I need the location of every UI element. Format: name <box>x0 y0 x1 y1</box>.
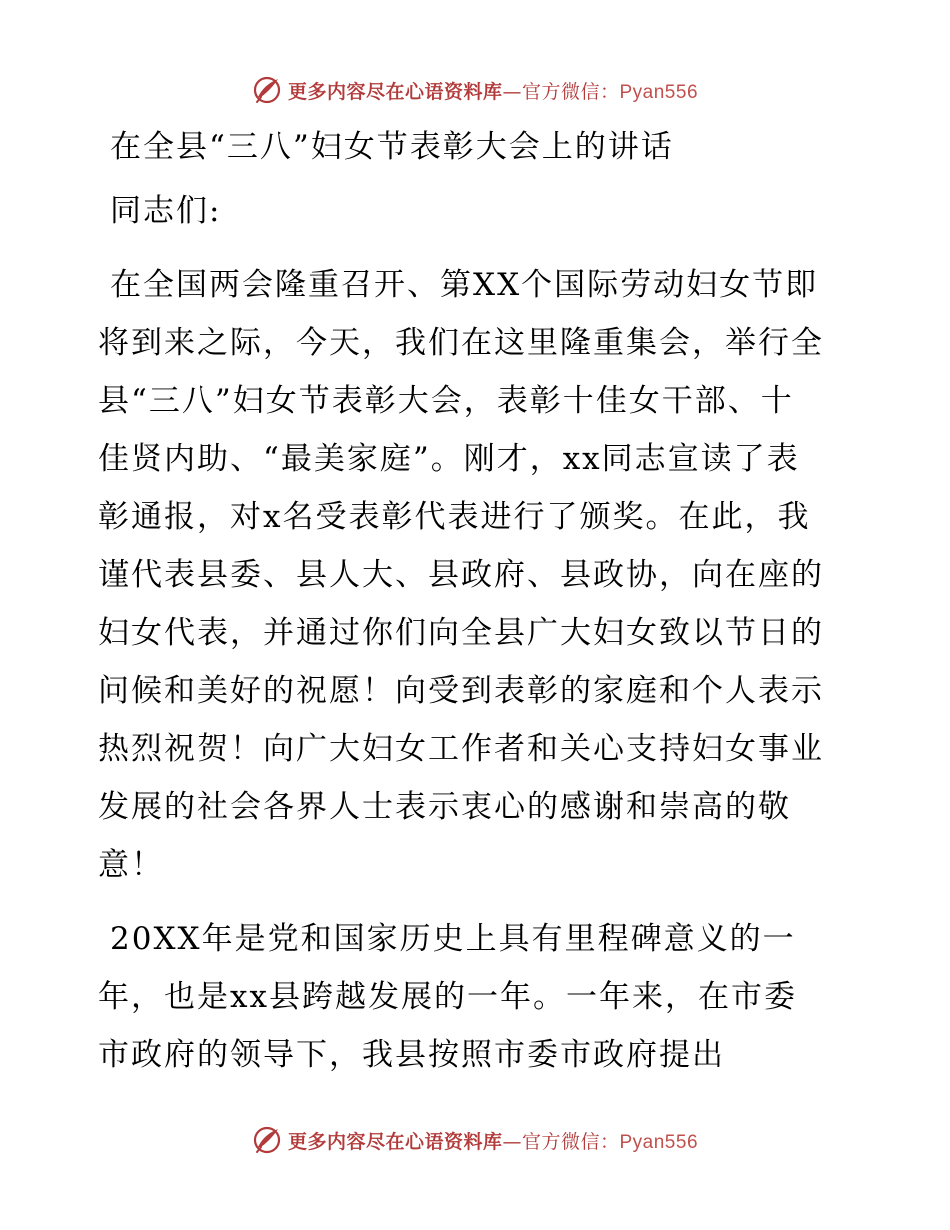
watermark-separator: — <box>502 80 522 103</box>
watermark-label: 官方微信： <box>521 1130 620 1153</box>
paragraph-line: 妇女代表，并通过你们向全县广大妇女致以节日的 <box>98 615 824 651</box>
paragraph-line: 发展的社会各界人士表示衷心的感谢和崇高的敬 <box>98 789 791 825</box>
watermark-brand: 更多内容尽在心语资料库 <box>287 1130 503 1153</box>
watermark-separator: — <box>502 1130 522 1153</box>
paragraph-line: 年，也是xx县跨越发展的一年。一年来，在市委 <box>98 979 797 1015</box>
quill-logo-icon <box>252 1125 282 1155</box>
watermark-text <box>288 77 698 104</box>
watermark-text <box>288 1127 698 1154</box>
document-title: 在全县“三八”妇女节表彰大会上的讲话 <box>110 129 674 165</box>
paragraph-line: 彰通报，对x名受表彰代表进行了颁奖。在此，我 <box>98 499 811 535</box>
paragraph-1 <box>98 256 858 894</box>
quill-logo-icon <box>252 75 282 105</box>
watermark-id: Pyan556 <box>619 1131 699 1153</box>
salutation: 同志们: <box>110 193 222 229</box>
paragraph-line: 县“三八”妇女节表彰大会，表彰十佳女干部、十 <box>98 383 794 419</box>
paragraph-line: 谨代表县委、县人大、县政府、县政协，向在座的 <box>98 557 824 593</box>
paragraph-line: 佳贤内助、“最美家庭”。刚才，xx同志宣读了表 <box>98 441 800 477</box>
paragraph-line: 意！ <box>98 847 164 883</box>
paragraph-line: 20XX年是党和国家历史上具有里程碑意义的一 <box>110 921 796 957</box>
footer-watermark <box>0 1120 950 1160</box>
paragraph-line: 市政府的领导下，我县按照市委市政府提出 <box>98 1037 725 1073</box>
header-watermark <box>0 70 950 110</box>
paragraph-2 <box>98 910 858 1084</box>
paragraph-line: 在全国两会隆重召开、第XX个国际劳动妇女节即 <box>110 267 819 303</box>
watermark-id: Pyan556 <box>619 81 699 103</box>
paragraph-line: 热烈祝贺！向广大妇女工作者和关心支持妇女事业 <box>98 731 824 767</box>
watermark-label: 官方微信： <box>521 80 620 103</box>
paragraph-line: 问候和美好的祝愿！向受到表彰的家庭和个人表示 <box>98 673 824 709</box>
document-body <box>98 118 858 1084</box>
paragraph-line: 将到来之际，今天，我们在这里隆重集会，举行全 <box>98 325 824 361</box>
watermark-brand: 更多内容尽在心语资料库 <box>287 80 503 103</box>
